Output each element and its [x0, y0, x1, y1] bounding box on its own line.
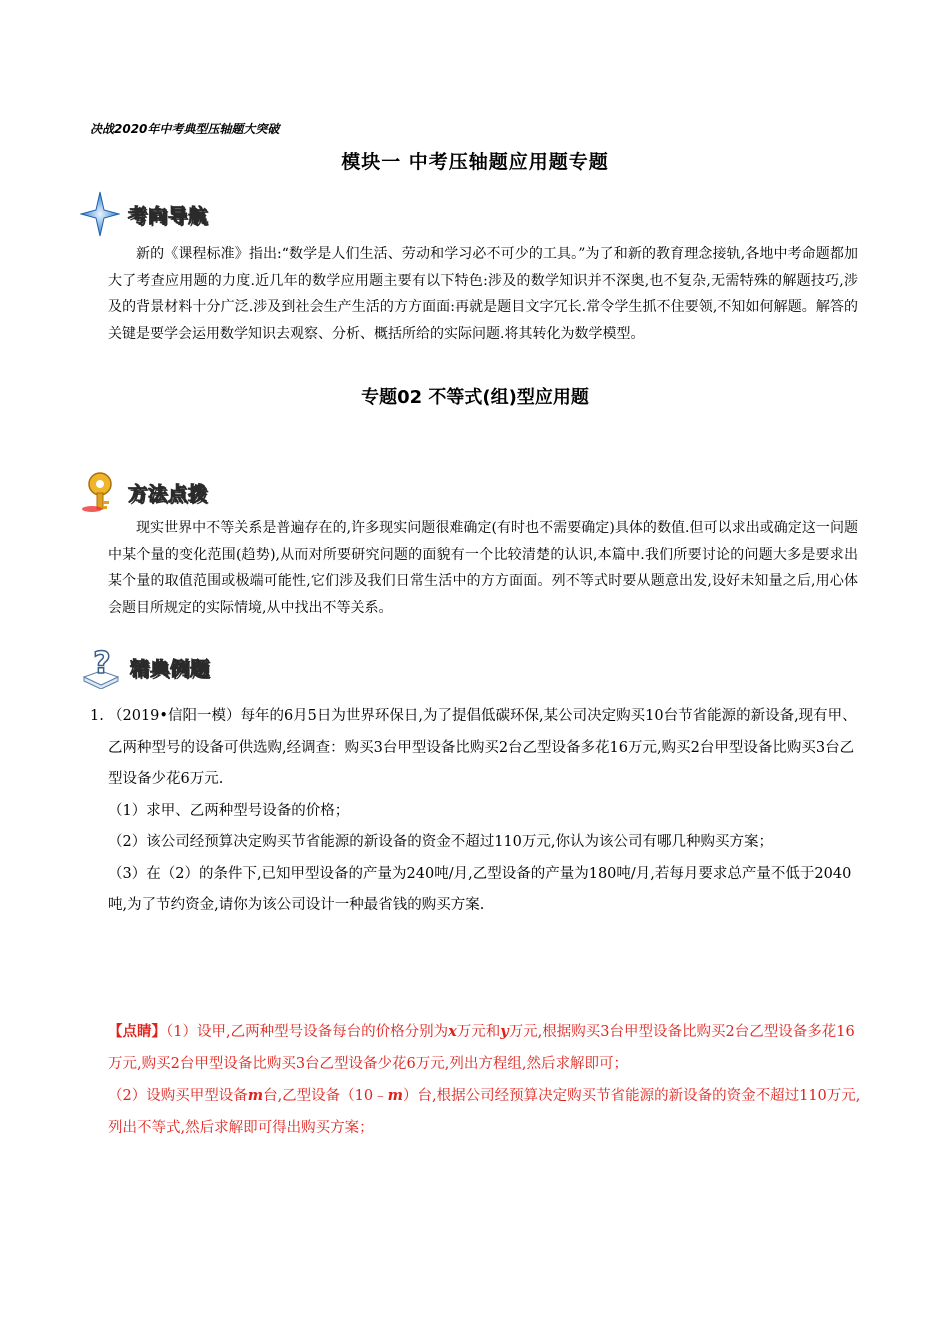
question-3: （3）在（2）的条件下,已知甲型设备的产量为240吨/月,乙型设备的产量为180吨/月,若每月要求总产量不低于2040吨,为了节约资金,请你为该公司设计一种最省钱的购买方案.	[108, 865, 852, 913]
question-1: （1）求甲、乙两种型号设备的价格；	[108, 802, 350, 819]
method-section-heading	[80, 470, 208, 514]
topic-title: 专题02 不等式(组)型应用题	[361, 387, 589, 408]
hint-text: 万元,根据购买3台甲型设备比购买2台乙型设备多花16万元,购买2台甲型设备比购买3台乙型设备少花6万元,列出方程组,然后求解即可；	[108, 1024, 855, 1072]
math-var: y	[500, 1023, 509, 1040]
math-var: m	[387, 1087, 403, 1104]
problem-1	[90, 701, 862, 922]
module-title: 模块一 中考压轴题应用题专题	[341, 151, 609, 173]
math-var: x	[448, 1023, 457, 1040]
svg-text:?: ?	[93, 646, 111, 681]
hint-text: ）台,根据公司经预算决定购买节省能源的新设备的资金不超过110万元,列出不等式,然后求解即可得出购买方案；	[108, 1088, 861, 1136]
hint-text: 台,乙型设备（10﹣	[263, 1088, 388, 1104]
question-book-icon	[80, 645, 122, 689]
hint-tag: 【点睛】	[108, 1023, 166, 1040]
nav-heading-label: 考向导航	[128, 204, 209, 227]
problem-stem: （2019•信阳一模）每年的6月5日为世界环保日,为了提倡低碳环保,某公司决定购买10台节省能源的新设备,现有甲、乙两种型号的设备可供选购,经调查：购买3台甲型设备比购买2台乙型设备多花16万元,购买2台甲型设备比购买3台乙型设备少花6万元.	[108, 708, 857, 787]
method-paragraph: 现实世界中不等关系是普遍存在的,许多现实问题很难确定(有时也不需要确定)具体的数值.但可以求出或确定这一问题中某个量的变化范围(趋势),从而对所要研究问题的面貌有一个比较清楚的认识,本篇中.我们所要讨论的问题大多是要求出某个量的取值范围或极端可能性,它们涉及我们日常生活中的方方面面。列不等式时要从题意出发,设好未知量之后,用心体会题目所规定的实际情境,从中找出不等关系。	[108, 520, 858, 616]
hint-text: （2）设购买甲型设备	[108, 1088, 248, 1104]
hint-text: （1）设甲,乙两种型号设备每台的价格分别为	[166, 1024, 449, 1040]
problem-number: 1.	[90, 708, 104, 724]
math-var: m	[247, 1087, 264, 1104]
method-heading-label: 方法点拨	[128, 482, 209, 505]
hint-part-2	[108, 1080, 862, 1144]
compass-star-icon	[80, 191, 120, 237]
question-2: （2）该公司经预算决定购买节省能源的新设备的资金不超过110万元,你认为该公司有哪几种购买方案；	[108, 834, 774, 850]
hint-text: 万元和	[456, 1024, 501, 1040]
examples-section-heading	[80, 645, 210, 689]
hint-block	[90, 1016, 862, 1144]
series-header: 决战2020年中考典型压轴题大突破	[90, 122, 280, 136]
nav-section-heading	[80, 192, 208, 236]
hint-part-1	[108, 1016, 862, 1080]
nav-paragraph: 新的《课程标准》指出:“数学是人们生活、劳动和学习必不可少的工具。”为了和新的教育理念接轨,各地中考命题都加大了考查应用题的力度.近几年的数学应用题主要有以下特色:涉及的数学知识并不深奥,也不复杂,无需特殊的解题技巧,涉及的背景材料十分广泛.涉及到社会生产生活的方方面面:再就是题目文字冗长.常令学生抓不住要领,不知如何解题。解答的关键是要学会运用数学知识去观察、分析、概括所给的实际问题.将其转化为数学模型。	[108, 246, 858, 342]
key-icon	[80, 471, 120, 513]
examples-heading-label: 精典例题	[130, 657, 211, 680]
